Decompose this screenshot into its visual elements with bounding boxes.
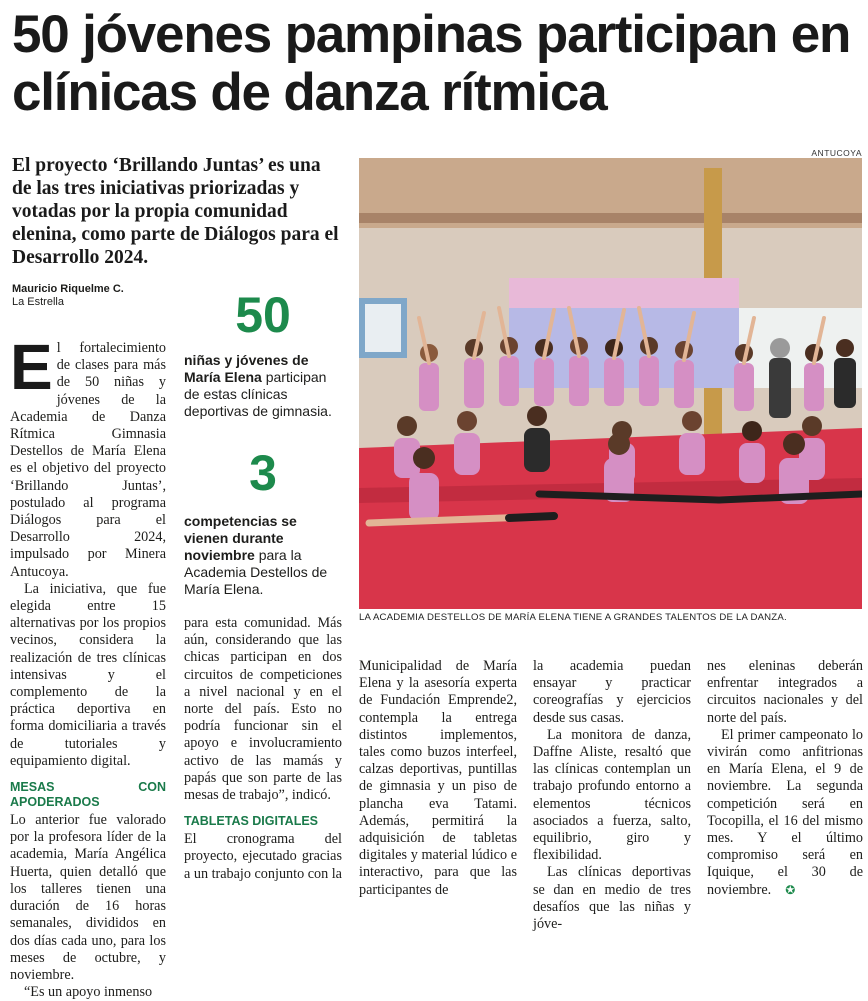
col2-paragraph-2: El cronograma del proyecto, ejecutado gracias a un trabajo conjunto con la (184, 831, 342, 882)
stat-rest-girls: participan de estas clínicas deportivas de gimnasia. (184, 369, 332, 419)
byline (12, 283, 212, 309)
col5-paragraph-1: nes eleninas deberán enfrentar integrados a circuitos nacionales y del norte del país. (707, 658, 863, 726)
stat-text-girls (184, 352, 342, 420)
lead-paragraph: El proyecto ‘Brillando Juntas’ es una de las tres iniciativas priorizadas y votadas por la propia comunidad elenina, como parte de Diálogos para el Desarrollo 2024. (12, 155, 339, 268)
byline-outlet: La Estrella (12, 296, 64, 308)
body-column-3 (359, 658, 517, 899)
stat-bold-girls: niñas y jóvenes de María Elena (184, 352, 309, 385)
stat-number-competitions: 3 (249, 445, 277, 501)
photo-credit: ANTUCOYA (811, 148, 862, 158)
col4-paragraph-2: La monitora de danza, Daffne Aliste, resaltó que las clínicas contemplan un trabajo profundo entorno a elementos técnicos asociados a fuerza, salto, equilibrio, giro y flexibilidad. (533, 726, 691, 864)
col3-paragraph-1: Municipalidad de María Elena y la asesoría experta de Fundación Emprende2, contempla la entrega distintos implementos, tales como buzos interfeel, calzas deportivas, puntillas de gimnasia y un piso de plancha eva Tatami. Además, permitirá la adquisición de tabletas digitales y material lúdico e interactivo, para que las participantes de (359, 658, 517, 898)
photo-caption: LA ACADEMIA DESTELLOS DE MARÍA ELENA TIENE A GRANDES TALENTOS DE LA DANZA. (359, 612, 787, 623)
stat-rest-competitions: para la Academia Destellos de María Elena. (184, 547, 328, 597)
col1-paragraph-1-text: l fortalecimiento de clases para más de 50 niñas y jóvenes de la Academia de Danza Rítmica Gimnasia Destellos de María Elena es el objetivo del proyecto ‘Brillando Juntas’, postulado al programa Diálogos para el Desarrollo 2024, impulsado por Minera Antucoya. (10, 340, 166, 580)
col4-paragraph-3: Las clínicas deportivas se dan en medio de tres desafíos que las niñas y jóve- (533, 864, 691, 933)
body-column-1 (10, 331, 166, 1001)
body-column-2 (184, 615, 342, 883)
col1-paragraph-1 (10, 331, 166, 581)
group-photo (359, 158, 862, 609)
col2-paragraph-1: para esta comunidad. Más aún, considerando que las chicas participan en dos circuitos de competiciones a nivel nacional y en el norte del país. Esto no podría funcionar sin el apoyo e involucramiento activo de las mamás y papás que son parte de las mesas de trabajo”, indicó. (184, 615, 342, 804)
col1-paragraph-4: “Es un apoyo inmenso (24, 984, 153, 1001)
end-mark-icon: ✪ (785, 882, 796, 897)
stat-text-competitions (184, 513, 342, 598)
col1-paragraph-3: Lo anterior fue valorado por la profesora líder de la academia, María Angélica Huerta, quien detalló que los talleres tienen una duración de 16 horas semanales, divididos en dos días cada uno, para los meses de octubre, y noviembre. (10, 812, 166, 983)
stat-number-girls: 50 (235, 287, 291, 343)
subhead-mesas: MESAS CON APODERADOS (10, 780, 166, 810)
stat-bold-competitions: competencias se vienen durante noviembre (184, 513, 297, 563)
group-photo-illustration (359, 158, 862, 609)
dropcap: E (10, 331, 53, 403)
ceiling-beam (359, 213, 862, 223)
col5-paragraph-2-text: El primer campeonato lo vivirán como anfitrionas en María Elena, el 9 de noviembre. La segunda competición será en Tocopilla, el 16 del mismo mes. Y el último compromiso será en Iquique, el 30 de noviembre. (707, 726, 863, 898)
body-column-5 (707, 658, 863, 899)
headline: 50 jóvenes pampinas participan en clínicas de danza rítmica (12, 5, 851, 122)
byline-author: Mauricio Riquelme C. (12, 283, 124, 295)
col5-paragraph-2 (707, 727, 863, 899)
body-column-4 (533, 658, 691, 933)
col4-paragraph-1: la academia puedan ensayar y practicar coreografías y ejercicios desde sus casas. (533, 658, 691, 726)
subhead-tabletas: TABLETAS DIGITALES (184, 814, 319, 829)
col1-paragraph-2: La iniciativa, que fue elegida entre 15 alternativas por los propios vecinos, considera la realización de tres clínicas intensivas y el complemento de la práctica deportiva en forma domiciliaria a través de tutoriales y equipamiento digital. (10, 580, 166, 769)
